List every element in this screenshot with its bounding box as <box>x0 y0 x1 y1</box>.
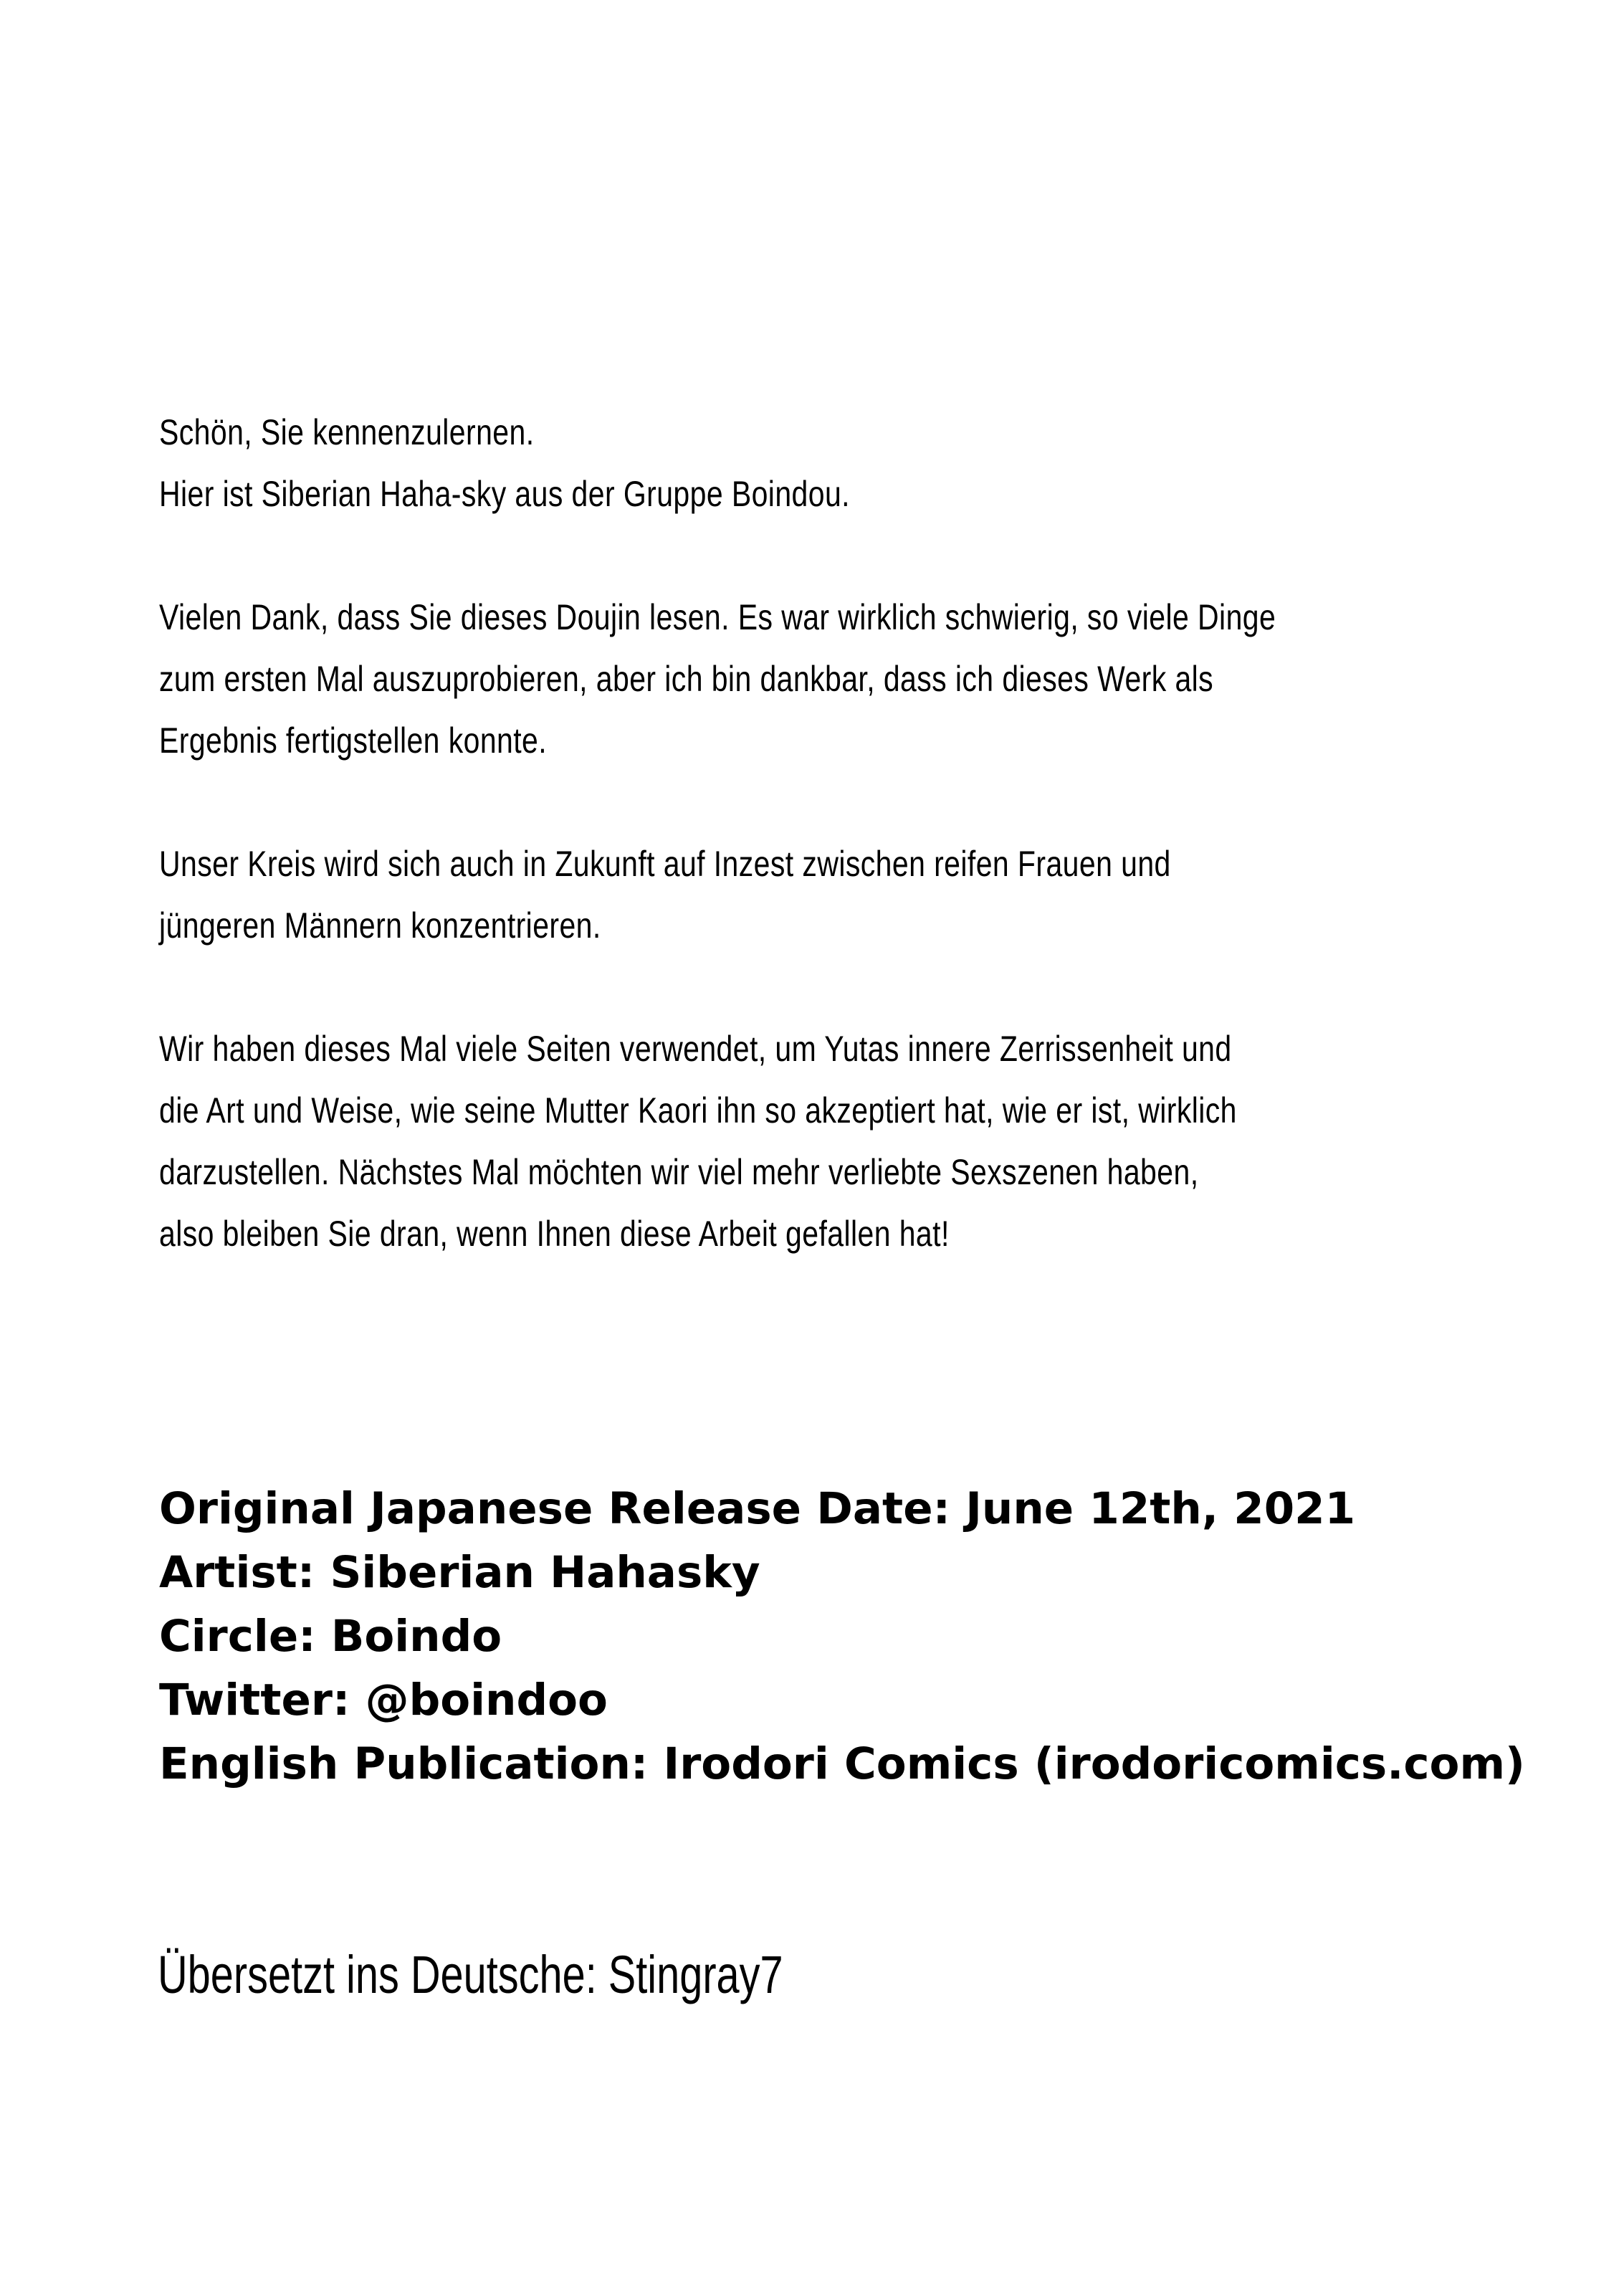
note-line: zum ersten Mal auszuprobieren, aber ich bin dankbar, dass ich dieses Werk als <box>159 659 1214 699</box>
credit-english-publication: English Publication: Irodori Comics (irodoricomics.com) <box>159 1738 1525 1789</box>
credit-twitter: Twitter: @boindoo <box>159 1675 608 1726</box>
note-paragraph-circle-focus <box>159 833 1276 956</box>
note-line: Unser Kreis wird sich auch in Zukunft auf Inzest zwischen reifen Frauen und <box>159 844 1171 884</box>
credits-block <box>159 1477 1564 1796</box>
note-line: Hier ist Siberian Haha-sky aus der Gruppe Boindou. <box>159 474 850 514</box>
note-paragraph-thanks <box>159 586 1276 771</box>
note-line: darzustellen. Nächstes Mal möchten wir viel mehr verliebte Sexszenen haben, <box>159 1152 1199 1192</box>
author-note <box>159 401 1276 1326</box>
note-line: Vielen Dank, dass Sie dieses Doujin lesen. Es war wirklich schwierig, so viele Dinge <box>159 597 1276 637</box>
note-line: also bleiben Sie dran, wenn Ihnen diese Arbeit gefallen hat! <box>159 1214 950 1254</box>
note-paragraph-closing <box>159 1018 1276 1265</box>
note-line: Wir haben dieses Mal viele Seiten verwendet, um Yutas innere Zerrissenheit und <box>159 1029 1232 1069</box>
translator-credit: Übersetzt ins Deutsche: Stingray7 <box>158 1945 783 2004</box>
note-paragraph-greeting <box>159 401 1276 525</box>
note-line: jüngeren Männern konzentrieren. <box>159 905 601 946</box>
note-line: Ergebnis fertigstellen konnte. <box>159 720 548 761</box>
note-line: Schön, Sie kennenzulernen. <box>159 412 535 452</box>
note-line: die Art und Weise, wie seine Mutter Kaori ihn so akzeptiert hat, wie er ist, wirklich <box>159 1090 1237 1131</box>
credit-circle: Circle: Boindo <box>159 1611 502 1662</box>
credit-artist: Artist: Siberian Hahasky <box>159 1547 760 1598</box>
credit-release-date: Original Japanese Release Date: June 12th, 2021 <box>159 1483 1356 1534</box>
